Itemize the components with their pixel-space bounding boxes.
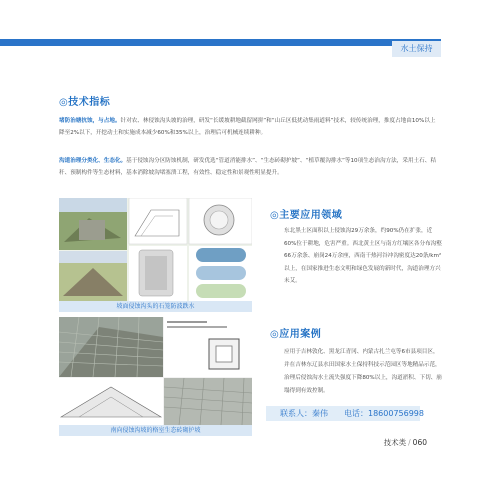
- indicators-paragraph-2: [59, 155, 440, 179]
- indicators-p1-highlight: 堵防治塘抗蚀，与占地。: [59, 118, 121, 124]
- caption-bottom: 南向侵蚀沟坡的格室生态砖砌护坡: [59, 425, 252, 436]
- indicators-p2-text: 基于侵蚀沟分区防蚀机制，研发优选“管道消能排水”、“生态砖砌护坡”、“植草覆沟排水”等10项生态治沟方法，采用土石、秸秆、预制构件等生态材料，基本消除坡沟堵塞溃工程，有效性、稳定性和景观性明显提升。: [59, 158, 436, 176]
- section-title-cases: ◎应用案例: [270, 329, 322, 340]
- page-number: 060: [412, 438, 427, 447]
- cases-paragraph: 应用于吉林敦化、黑龙江青冈、内蒙古扎兰屯等6市县项目区，并在吉林东辽县水田国家水土保持科技示范园区等地精品示范，治理后侵蚀沟水土流失强度下降80%以上，沟道淤积、下切、崩塌得到有效控制。: [284, 349, 442, 394]
- eco-brick-photo-collage: [59, 317, 252, 425]
- section-title-indicators: ◎技术指标: [59, 97, 111, 108]
- applications-paragraph: 东北黑土区面积以上侵蚀沟29万余条，约90%仍在扩张，近60%位于耕地，危害严重。西北黄土区与南方红壤区各分布沟壑66万余条、崩岗24万余座，西南干热河谷冲沟密度达20条/km²以上，在国家推进生态文明和绿色发展的新时代，沟道治理方兴未艾。: [284, 228, 442, 285]
- contact-bar: [266, 406, 424, 421]
- contact-person: 联系人：秦伟: [280, 409, 328, 418]
- indicators-p2-highlight: 沟道治理分类化、生态化。: [59, 158, 127, 164]
- page-footer: [384, 437, 427, 448]
- top-bar: [0, 39, 441, 46]
- gabion-drop-photo-collage: [59, 198, 252, 301]
- footer-category: 技术类: [383, 438, 407, 447]
- caption-top: 坡面侵蚀沟头的石笼防波跌水: [59, 301, 252, 312]
- contact-phone: 电话：18600756998: [344, 409, 424, 418]
- category-tab: 水土保持: [392, 41, 441, 57]
- indicators-paragraph-1: [59, 115, 440, 139]
- footer-separator: /: [408, 438, 411, 447]
- indicators-p1-text: 针对农、林侵蚀沟头坡的治理，研发“长缓坡耕地截留网拼”和“山丘区低扰动集雨道料”技术，较传统治理，推度占地由10%以上降至2%以下，开挖动土和实施成本减少60%和35%以上，治理后可机械连续耕种。: [59, 118, 436, 136]
- section-title-applications: ◎主要应用领域: [270, 210, 343, 221]
